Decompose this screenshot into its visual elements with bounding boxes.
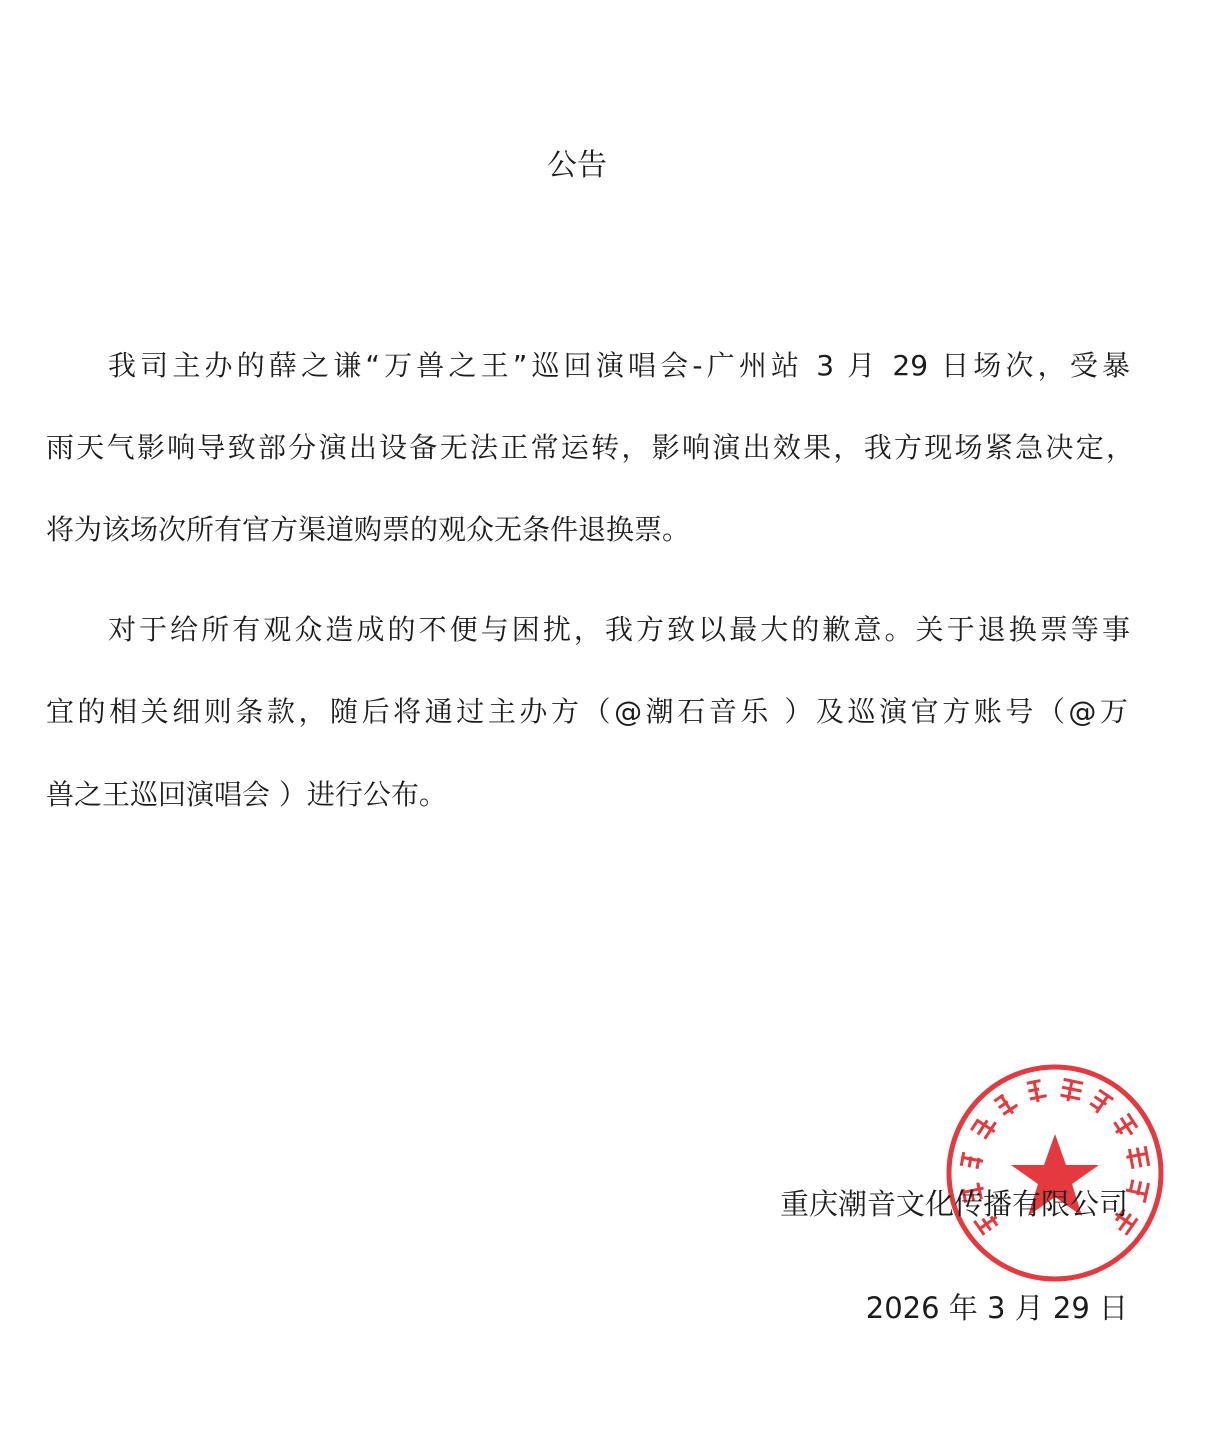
paragraph-2-line-2: 宜的相关细则条款，随后将通过主办方（@潮石音乐 ）及巡演官方账号（@万 [46, 695, 1128, 728]
paragraph-2-line-1: 对于给所有观众造成的不便与困扰，我方致以最大的歉意。关于退换票等事 [108, 613, 1130, 646]
paragraph-1-line-2: 雨天气影响导致部分演出设备无法正常运转，影响演出效果，我方现场紧急决定， [46, 431, 1134, 464]
seal-character-mark [1111, 1113, 1140, 1142]
announcement-date: 2026 年 3 月 29 日 [865, 1291, 1128, 1325]
seal-character-mark [1026, 1078, 1047, 1103]
seal-character-mark [960, 1152, 984, 1170]
seal-character-mark [993, 1090, 1019, 1118]
page-title: 公告 [547, 148, 607, 183]
seal-character-mark [970, 1113, 999, 1142]
seal-character-mark [1125, 1146, 1150, 1170]
company-seal-icon [944, 1062, 1166, 1284]
seal-character-mark [1060, 1078, 1084, 1104]
seal-character-mark [1124, 1179, 1150, 1203]
seal-character-mark [1088, 1089, 1114, 1117]
paragraph-1-line-3: 将为该场次所有官方渠道购票的观众无条件退换票。 [46, 513, 691, 546]
company-signature: 重庆潮音文化传播有限公司 [779, 1187, 1128, 1221]
paragraph-1-line-1: 我司主办的薛之谦“万兽之王”巡回演唱会-广州站 3 月 29 日场次，受暴 [108, 349, 1130, 382]
paragraph-2-line-3: 兽之王巡回演唱会 ）进行公布。 [46, 778, 447, 811]
